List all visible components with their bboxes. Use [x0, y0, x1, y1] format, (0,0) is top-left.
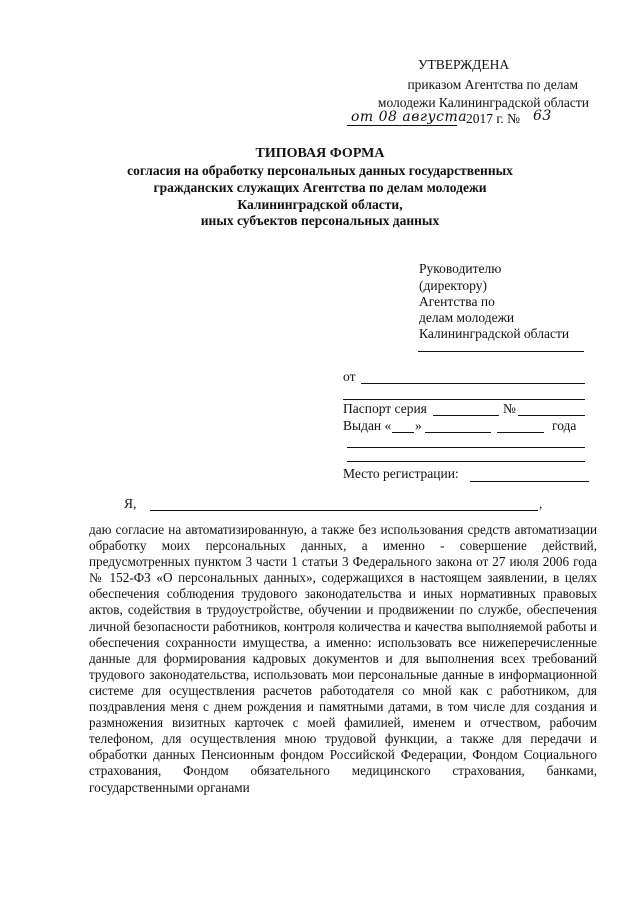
addressee-line-4: делам молодежи [419, 310, 515, 325]
approval-title: УТВЕРЖДЕНА [418, 57, 510, 72]
handwritten-date: от 08 августа [351, 109, 468, 125]
handwritten-number: 63 [533, 108, 552, 124]
full-name-comma: , [539, 496, 543, 511]
approval-line-1: приказом Агентства по делам [407, 77, 578, 92]
heading-line-1: согласия на обработку персональных данных государственных [127, 163, 513, 178]
from-label: от [343, 369, 356, 384]
form-title: ТИПОВАЯ ФОРМА [255, 146, 385, 161]
issued-month-field[interactable] [425, 432, 491, 433]
addressee-line-5: Калининградской области [419, 326, 570, 341]
issued-year-field[interactable] [497, 432, 544, 433]
addressee-name-line [418, 351, 584, 352]
from-field-2[interactable] [343, 399, 585, 400]
issued-by-field[interactable] [347, 447, 585, 448]
passport-number-label: № [503, 401, 516, 416]
passport-series-field[interactable] [433, 415, 499, 416]
registration-field[interactable] [470, 481, 589, 482]
addressee-line-1: Руководителю [419, 261, 502, 276]
issued-by-field-2[interactable] [347, 461, 585, 462]
i-label: Я, [124, 496, 137, 511]
approval-year: 2017 г. № [466, 111, 521, 126]
issued-quote: » [415, 418, 422, 433]
date-underline [347, 125, 457, 126]
consent-body-text: даю согласие на автоматизированную, а также без использования средств автоматизации обработку моих персональных данных, а именно - совершение действий, предусмотренных пунктом 3 части 1 статьи 3 Федерального закона от 27 июля 2006 года № 152-ФЗ «О персональных данных», содержащихся в настоящем заявлении, в целях обеспечения соблюдения трудового законодательства и иных нормативных правовых актов, содействия в трудоустройстве, обучении и продвижении по службе, обеспечения личной безопасности работников, контроля количества и качества выполняемой работы и обеспечения сохранности имущества, а именно: использовать все нижеперечисленные данные для формирования кадровых документов и для выполнения всех требований трудового законодательства, использовать мои персональные данные в информационной системе для осуществления расчетов работодателя со мной как с работником, для поздравления меня с днем рождения и памятными датами, в том числе для создания и размножения визитных карточек с моей фамилией, именем и отчеством, рабочим телефоном, для осуществления мною трудовой функции, а также для передачи и обработки данных Пенсионным фондом Российской Федерации, Фондом Социального страхования, Фондом обязательного медицинского страхования, банками, государственными органами [89, 522, 597, 795]
full-name-field[interactable] [150, 510, 538, 511]
issued-year-label: года [552, 418, 577, 433]
approval-line-2: молодежи Калининградской области [377, 95, 589, 110]
passport-number-field[interactable] [518, 415, 585, 416]
addressee-line-2: (директору) [419, 278, 488, 293]
issued-day-field[interactable] [392, 432, 414, 433]
addressee-line-3: Агентства по [419, 294, 495, 309]
issued-label: Выдан « [343, 418, 392, 433]
heading-line-3: Калининградской области, [237, 197, 403, 212]
heading-line-2: гражданских служащих Агентства по делам молодежи [153, 180, 487, 195]
passport-series-label: Паспорт серия [343, 401, 427, 416]
heading-line-4: иных субъектов персональных данных [200, 213, 440, 228]
registration-label: Место регистрации: [343, 466, 459, 481]
from-field[interactable] [361, 383, 585, 384]
